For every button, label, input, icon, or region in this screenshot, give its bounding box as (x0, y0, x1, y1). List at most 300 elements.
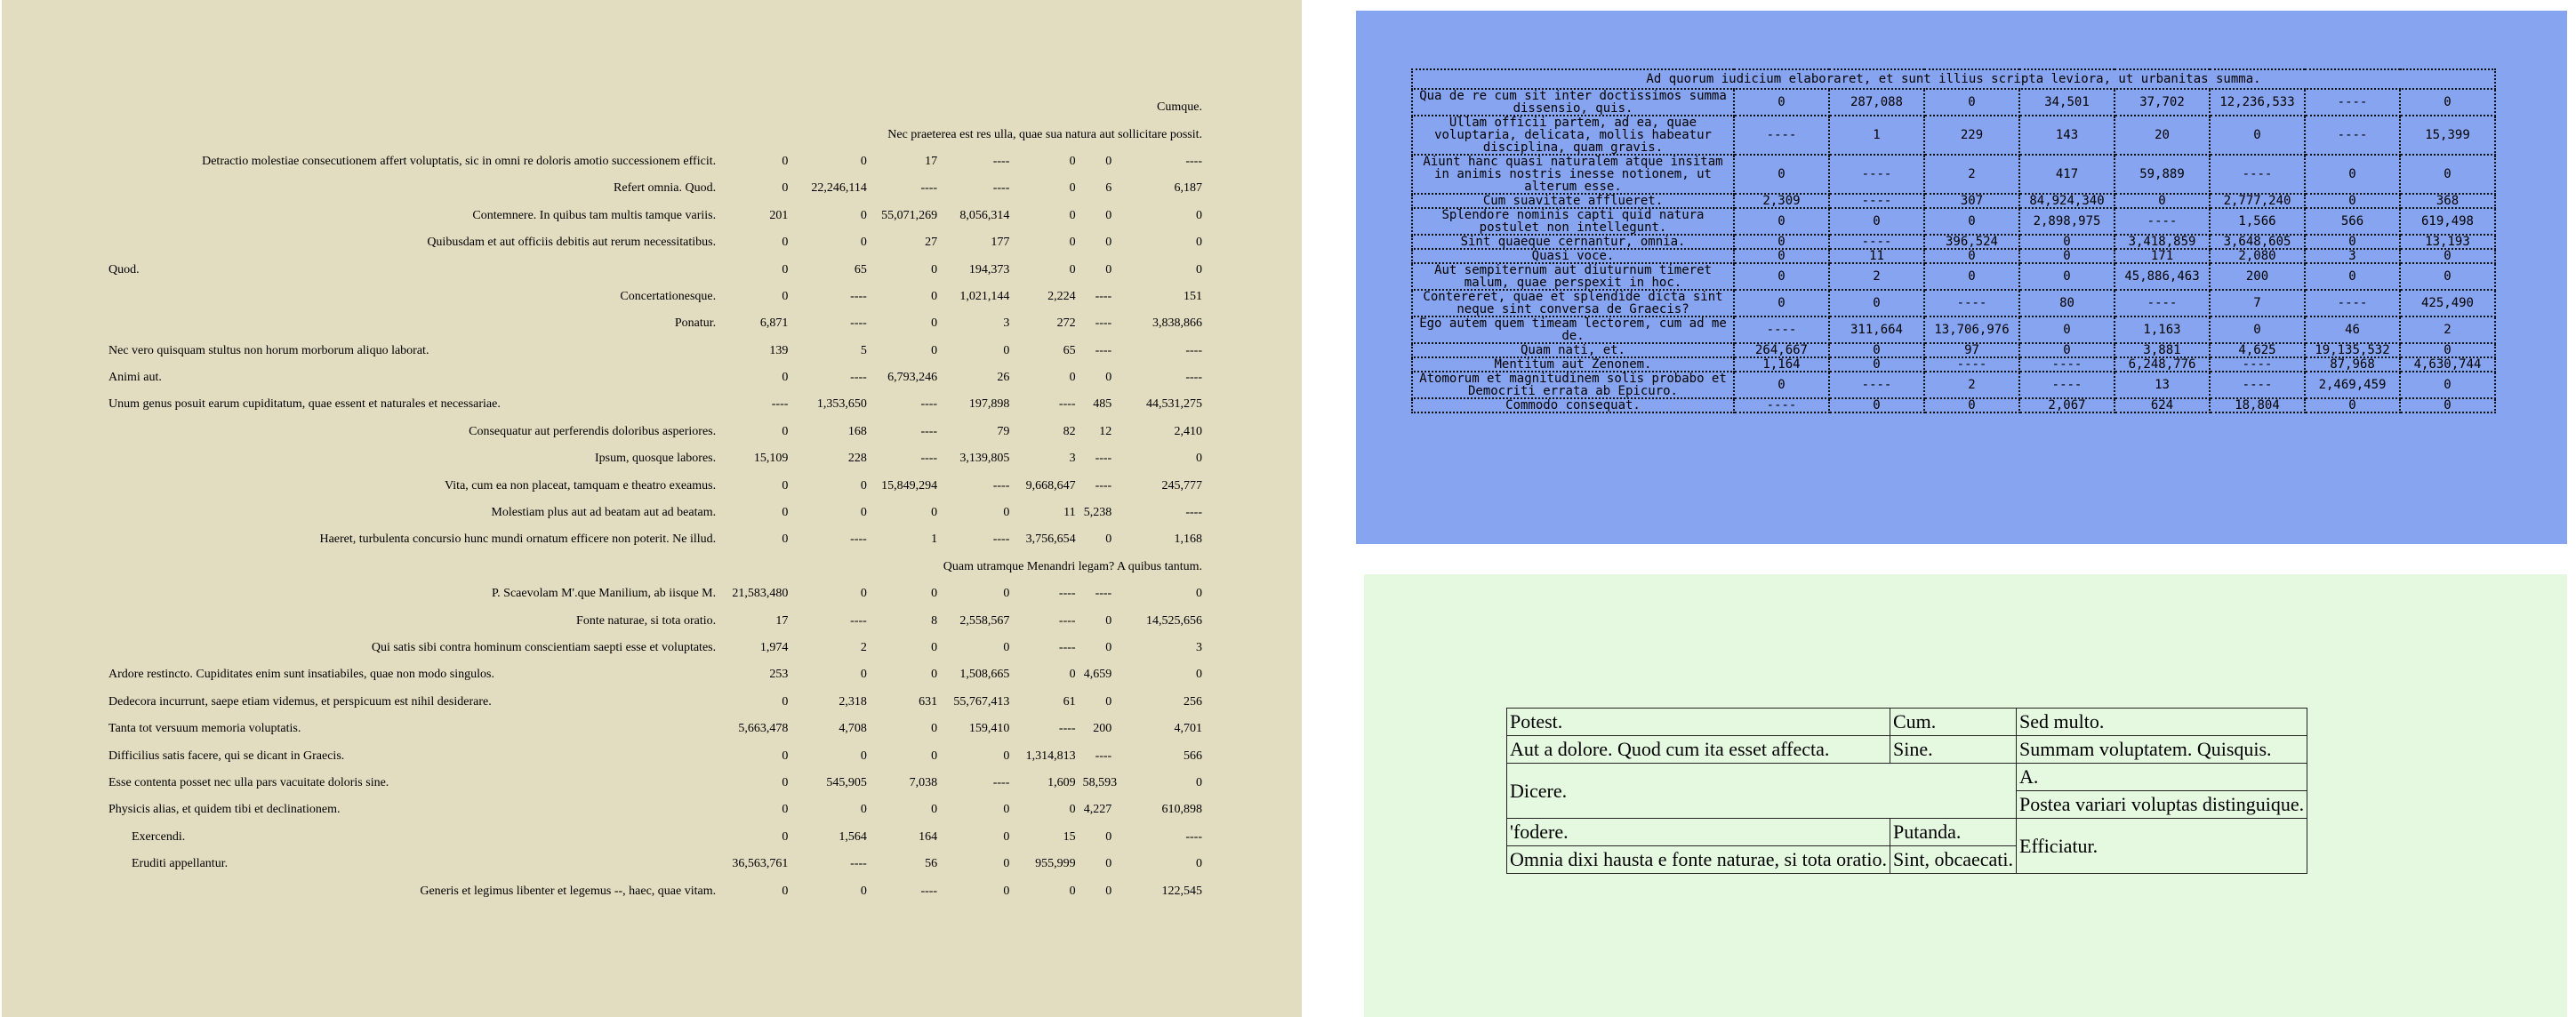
table-cell: 0 (1734, 208, 1829, 235)
table-cell: 0 (2115, 194, 2210, 208)
table-cell: 0 (1105, 533, 1112, 547)
grid-cell: Sed multo. (2017, 709, 2307, 736)
table-cell: 0 (2019, 249, 2115, 263)
table-cell: 84,924,340 (2019, 194, 2115, 208)
table-cell: 0 (1105, 236, 1112, 250)
table-row (105, 581, 1206, 607)
table-row (105, 877, 1206, 904)
table-cell: 1,609 (1047, 775, 1076, 789)
table-cell: 55,071,269 (881, 208, 938, 222)
table-cell: 0 (2400, 372, 2495, 398)
table-cell: 631 (919, 694, 938, 709)
table-cell: 0 (931, 641, 938, 654)
row-label: Physicis alias, et quidem tibi et declinationem. (108, 803, 341, 817)
table-cell: ---- (1095, 478, 1112, 492)
table-cell: 3,418,859 (2115, 235, 2210, 249)
table-row (105, 256, 1206, 283)
table-cell: 22,246,114 (811, 181, 867, 196)
table-cell: ---- (2115, 208, 2210, 235)
table-cell: ---- (1058, 587, 1076, 601)
row-label: Ardore restincto. Cupiditates enim sunt insatiabiles, quae non modo singulos. (108, 668, 494, 682)
grid-row (1507, 764, 2307, 791)
table-cell: 13,193 (2400, 235, 2495, 249)
grid-cell: Postea variari voluptas distinguique. (2017, 791, 2307, 819)
table-cell: 45,886,463 (2115, 263, 2210, 290)
table-cell: 619,498 (2400, 208, 2495, 235)
table-cell: ---- (1829, 235, 1924, 249)
table-cell: 485 (1093, 397, 1112, 412)
table-cell: 27 (925, 236, 938, 250)
table-row (1412, 249, 2495, 263)
table-cell: ---- (1095, 587, 1112, 601)
table-cell: ---- (920, 397, 938, 412)
table-cell: 13 (2115, 372, 2210, 398)
table-cell: 0 (931, 668, 938, 682)
table-cell: ---- (1924, 357, 2019, 372)
table-cell: 245,777 (1161, 478, 1202, 492)
table-cell: 0 (931, 289, 938, 303)
table-cell: 0 (860, 803, 867, 817)
table-cell: 2,410 (1174, 424, 1202, 438)
table-cell: 15 (1063, 829, 1076, 844)
row-label: Sint quaeque cernantur, omnia. (1412, 235, 1734, 249)
table-cell: 0 (1105, 857, 1112, 871)
table-cell: 3 (1196, 641, 1202, 654)
table-cell: 0 (2400, 398, 2495, 412)
table-cell: 2,080 (2210, 249, 2305, 263)
table-cell: 0 (1105, 208, 1112, 222)
table-cell: ---- (1734, 116, 1829, 155)
table-cell: ---- (1058, 397, 1076, 412)
table-cell: 0 (1069, 236, 1076, 250)
table-cell: 13,706,976 (1924, 316, 2019, 343)
table-cell: 4,625 (2210, 343, 2305, 357)
row-label: Ponatur. (674, 316, 717, 331)
row-label: Consequatur aut perferendis doloribus asperiores. (469, 424, 717, 438)
table-cell: ---- (2210, 155, 2305, 194)
table-cell: ---- (1924, 290, 2019, 316)
row-label: Quam nati, et. (1412, 343, 1734, 357)
table-cell: 79 (997, 424, 1010, 438)
table-cell: 0 (1003, 343, 1010, 357)
table-cell: 6,248,776 (2115, 357, 2210, 372)
table-row (1412, 263, 2495, 290)
table-cell: 56 (925, 857, 938, 871)
row-label: Mentitum aut Zenonem. (1412, 357, 1734, 372)
grid-cell: Omnia dixi hausta e fonte naturae, si tota oratio. (1507, 846, 1890, 874)
table-cell: ---- (1829, 194, 1924, 208)
table-cell: 7 (2210, 290, 2305, 316)
table-cell: 0 (782, 289, 789, 303)
table-cell: 0 (2305, 263, 2400, 290)
table-cell: 0 (1003, 829, 1010, 844)
table-cell: ---- (992, 775, 1010, 789)
table-row (105, 661, 1206, 688)
table-cell: ---- (850, 613, 867, 628)
grid-cell: Efficiatur. (2017, 819, 2307, 874)
table-cell: 0 (1829, 398, 1924, 412)
table-cell: 6 (1105, 181, 1112, 196)
table-cell: 0 (1924, 249, 2019, 263)
row-label: Concertationesque. (620, 289, 717, 303)
table-cell: 0 (2019, 343, 2115, 357)
table-cell: 0 (2305, 155, 2400, 194)
table-cell: 0 (782, 775, 789, 789)
row-label: Nec vero quisquam stultus non horum morborum aliquo laborat. (108, 343, 429, 357)
table-cell: 0 (1924, 208, 2019, 235)
table-row (105, 824, 1206, 851)
table-cell: 0 (1924, 398, 2019, 412)
table-row (1412, 357, 2495, 372)
table-cell: ---- (1095, 343, 1112, 357)
table-cell: 0 (1105, 154, 1112, 168)
table-cell: 0 (1734, 155, 1829, 194)
table-row (105, 148, 1206, 175)
table-cell: 0 (931, 749, 938, 763)
table-cell: 19,135,532 (2305, 343, 2400, 357)
table-cell: 0 (782, 884, 789, 898)
table-cell: 61 (1063, 694, 1076, 709)
table-row (105, 689, 1206, 716)
table-cell: ---- (1185, 371, 1202, 385)
table-cell: 0 (1105, 694, 1112, 709)
table-cell: 0 (1105, 262, 1112, 276)
table-cell: 58,593 (1082, 775, 1118, 789)
row-label: Fonte naturae, si tota oratio. (576, 613, 717, 628)
table-cell: 0 (2305, 398, 2400, 412)
table-cell: ---- (920, 424, 938, 438)
row-label: Atomorum et magnitudinem solis probabo et Democriti errata ab Epicuro. (1412, 372, 1734, 398)
grid-cell: Aut a dolore. Quod cum ita esset affecta. (1507, 736, 1890, 764)
table-cell: 0 (1924, 263, 2019, 290)
section-heading-text: Nec praeterea est res ulla, quae sua natura aut sollicitare possit. (887, 127, 1202, 141)
table-cell: 417 (2019, 155, 2115, 194)
table-row (105, 445, 1206, 472)
row-label: Eruditi appellantur. (132, 857, 229, 871)
table-cell: 0 (1196, 587, 1202, 601)
table-cell: ---- (850, 533, 867, 547)
table-cell: 0 (2210, 116, 2305, 155)
table-cell: 0 (1003, 587, 1010, 601)
row-label: Ego autem quem timeam lectorem, cum ad me de. (1412, 316, 1734, 343)
table-cell: 2 (2400, 316, 2495, 343)
grid-cell: Potest. (1507, 709, 1890, 736)
table-row (105, 607, 1206, 634)
table-cell: 177 (991, 236, 1010, 250)
grid-cell: Summam voluptatem. Quisquis. (2017, 736, 2307, 764)
table-cell: 20 (2115, 116, 2210, 155)
row-label: Cum suavitate afflueret. (1412, 194, 1734, 208)
table-cell: ---- (2115, 290, 2210, 316)
row-label: P. Scaevolam M'.que Manilium, ab iisque M. (491, 587, 717, 601)
row-label: Aut sempiternum aut diuturnum timeret malum, quae perspexit in hoc. (1412, 263, 1734, 290)
table-cell: 15,109 (753, 452, 789, 466)
table-cell: 82 (1063, 424, 1076, 438)
table-cell: 12 (1099, 424, 1112, 438)
table-row (105, 284, 1206, 310)
table-cell: 1 (1829, 116, 1924, 155)
table-row (1412, 316, 2495, 343)
table-cell: 287,088 (1829, 89, 1924, 116)
row-label: Animi aut. (108, 371, 162, 385)
table-row (105, 526, 1206, 553)
table-cell: 65 (1063, 343, 1076, 357)
row-label: Contereret, quae et splendide dicta sint neque sint conversa de Graecis? (1412, 290, 1734, 316)
table-row (105, 716, 1206, 742)
table-cell: 4,701 (1174, 722, 1202, 736)
table-cell: 2,309 (1734, 194, 1829, 208)
table-row (1412, 290, 2495, 316)
table-cell: 3,648,605 (2210, 235, 2305, 249)
table-cell: 3,139,805 (959, 452, 1010, 466)
table-cell: 0 (1734, 89, 1829, 116)
table-cell: 0 (782, 533, 789, 547)
table-cell: 37,702 (2115, 89, 2210, 116)
row-label: Qua de re cum sit inter doctissimos summa dissensio, quis. (1412, 89, 1734, 116)
table-cell: 8,056,314 (959, 208, 1010, 222)
table-cell: 46 (2305, 316, 2400, 343)
table-cell: 0 (1069, 154, 1076, 168)
mono-table-title: Ad quorum iudicium elaboraret, et sunt illius scripta leviora, ut urbanitas summa. (1412, 69, 2495, 89)
table-cell: ---- (1734, 398, 1829, 412)
table-cell: ---- (1095, 452, 1112, 466)
table-cell: 253 (769, 668, 789, 682)
table-cell: 143 (2019, 116, 2115, 155)
row-label: Detractio molestiae consecutionem affert voluptatis, sic in omni re doloris amotio successionem efficit. (202, 154, 717, 168)
table-cell: 0 (2019, 263, 2115, 290)
table-cell: ---- (1058, 613, 1076, 628)
table-cell: 17 (925, 154, 938, 168)
row-label: Molestiam plus aut ad beatam aut ad beatam. (491, 506, 717, 520)
table-cell: 0 (782, 371, 789, 385)
table-cell: 0 (860, 884, 867, 898)
table-cell: 17 (775, 613, 789, 628)
table-cell: ---- (1829, 155, 1924, 194)
row-label: Vita, cum ea non placeat, tamquam e theatro exeamus. (445, 478, 717, 492)
table-cell: 0 (782, 154, 789, 168)
row-label: Qui satis sibi contra hominum conscientiam saepti esse et voluptates. (371, 641, 717, 654)
row-label: Ullam officii partem, ad ea, quae voluptaria, delicata, mollis habeatur disciplina, quam gravis. (1412, 116, 1734, 155)
table-cell: 2,224 (1047, 289, 1076, 303)
table-cell: ---- (1058, 641, 1076, 654)
table-cell: 0 (931, 316, 938, 331)
table-cell: 200 (1093, 722, 1112, 736)
bottom-right-panel (1364, 574, 2567, 1017)
table-cell: 2,558,567 (959, 613, 1010, 628)
row-label: Unum genus posuit earum cupiditatum, quae essent et naturales et necessariae. (108, 397, 501, 412)
table-cell: 15,399 (2400, 116, 2495, 155)
table-cell: 0 (860, 749, 867, 763)
table-cell: 0 (782, 478, 789, 492)
table-cell: 164 (919, 829, 938, 844)
table-cell: 0 (1734, 235, 1829, 249)
table-row (1412, 116, 2495, 155)
table-cell: 2,318 (839, 694, 867, 709)
table-cell: ---- (2210, 357, 2305, 372)
table-row (105, 310, 1206, 337)
row-label: Aiunt hanc quasi naturalem atque insitam in animis nostris inesse notionem, ut alterum esse. (1412, 155, 1734, 194)
table-cell: 1,164 (1734, 357, 1829, 372)
table-cell: 0 (1924, 89, 2019, 116)
table-cell: 307 (1924, 194, 2019, 208)
table-cell: 0 (1196, 857, 1202, 871)
table-cell: 272 (1056, 316, 1076, 331)
table-cell: ---- (1185, 506, 1202, 520)
table-cell: 36,563,761 (732, 857, 789, 871)
row-label: Commodo consequat. (1412, 398, 1734, 412)
table-cell: 1 (931, 533, 938, 547)
grid-cell: Sint, obcaecati. (1890, 846, 2016, 874)
table-cell: 368 (2400, 194, 2495, 208)
grid-row (1507, 819, 2307, 846)
table-cell: ---- (2019, 357, 2115, 372)
table-cell: 4,708 (839, 722, 867, 736)
table-cell: 65 (854, 262, 867, 276)
table-cell: 9,668,647 (1025, 478, 1076, 492)
table-cell: 566 (2305, 208, 2400, 235)
table-cell: ---- (1185, 343, 1202, 357)
table-cell: 545,905 (826, 775, 867, 789)
table-cell: 122,545 (1161, 884, 1202, 898)
table-cell: 229 (1924, 116, 2019, 155)
table-row (105, 742, 1206, 769)
table-cell: 8 (931, 613, 938, 628)
table-cell: 194,373 (968, 262, 1010, 276)
table-cell: 0 (1003, 749, 1010, 763)
table-cell: 0 (782, 262, 789, 276)
table-cell: 0 (1003, 506, 1010, 520)
row-label: Haeret, turbulenta concursio hunc mundi ornatum efficere non poterit. Ne illud. (319, 533, 717, 547)
table-cell: ---- (2305, 89, 2400, 116)
table-cell: 0 (782, 749, 789, 763)
table-cell: 2 (860, 641, 867, 654)
row-label: Contemnere. In quibus tam multis tamque variis. (472, 208, 717, 222)
table-row (1412, 343, 2495, 357)
table-cell: 0 (931, 803, 938, 817)
grid-row (1507, 736, 2307, 764)
table-cell: 0 (931, 506, 938, 520)
table-cell: ---- (1095, 316, 1112, 331)
table-cell: 0 (1196, 452, 1202, 466)
table-cell: ---- (850, 289, 867, 303)
table-cell: 566 (1184, 749, 1202, 763)
table-cell: 0 (1069, 208, 1076, 222)
table-cell: 0 (860, 478, 867, 492)
table-cell: 0 (782, 803, 789, 817)
table-cell: 0 (860, 668, 867, 682)
table-cell: 34,501 (2019, 89, 2115, 116)
table-cell: 1,353,650 (816, 397, 867, 412)
table-cell: 1,163 (2115, 316, 2210, 343)
table-cell: ---- (2305, 116, 2400, 155)
table-cell: 55,767,413 (953, 694, 1010, 709)
table-cell: ---- (992, 478, 1010, 492)
table-cell: 0 (2400, 155, 2495, 194)
table-cell: 0 (860, 154, 867, 168)
table-cell: 159,410 (968, 722, 1010, 736)
table-cell: 3 (1069, 452, 1076, 466)
table-cell: 0 (1829, 290, 1924, 316)
table-cell: 1,021,144 (959, 289, 1010, 303)
grid-cell: Dicere. (1507, 764, 2017, 819)
table-cell: 2,777,240 (2210, 194, 2305, 208)
grid-cell: Cum. (1890, 709, 2016, 736)
grid-cell: Putanda. (1890, 819, 2016, 846)
table-cell: 0 (860, 236, 867, 250)
table-row (1412, 208, 2495, 235)
table-cell: 151 (1184, 289, 1202, 303)
table-cell: 5,238 (1083, 506, 1112, 520)
table-section-heading (105, 121, 1206, 148)
table-cell: 2,898,975 (2019, 208, 2115, 235)
table-cell: 0 (1069, 803, 1076, 817)
row-label: Difficilius satis facere, qui se dicant in Graecis. (108, 749, 345, 763)
table-cell: 0 (1196, 668, 1202, 682)
table-cell: 0 (1196, 236, 1202, 250)
table-cell: ---- (850, 857, 867, 871)
table-cell: 3 (1003, 316, 1010, 331)
table-cell: 0 (1829, 357, 1924, 372)
table-cell: 7,038 (909, 775, 938, 789)
table-cell: 0 (782, 506, 789, 520)
table-cell: 0 (2400, 89, 2495, 116)
table-cell: ---- (1185, 829, 1202, 844)
table-cell: 12,236,533 (2210, 89, 2305, 116)
table-cell: 0 (860, 587, 867, 601)
table-cell: 201 (769, 208, 789, 222)
table-cell: 0 (1003, 803, 1010, 817)
table-cell: 0 (1734, 263, 1829, 290)
table-row (1412, 398, 2495, 412)
table-cell: 1,168 (1174, 533, 1202, 547)
table-cell: 0 (2400, 249, 2495, 263)
table-cell: ---- (850, 316, 867, 331)
table-cell: 6,187 (1174, 181, 1202, 196)
row-label: Esse contenta posset nec ulla pars vacuitate doloris sine. (108, 775, 389, 789)
table-cell: 87,968 (2305, 357, 2400, 372)
table-cell: ---- (920, 452, 938, 466)
table-row (105, 472, 1206, 499)
table-section-heading (105, 94, 1206, 121)
row-label: Quod. (108, 262, 140, 276)
top-right-panel (1356, 11, 2567, 544)
table-row (1412, 155, 2495, 194)
table-cell: 0 (1105, 829, 1112, 844)
table-cell: 0 (1734, 290, 1829, 316)
table-cell: 0 (1003, 857, 1010, 871)
table-cell: 2 (1924, 372, 2019, 398)
table-cell: 955,999 (1035, 857, 1076, 871)
table-cell: 0 (2305, 235, 2400, 249)
table-cell: ---- (1095, 289, 1112, 303)
row-label: Ipsum, quosque labores. (595, 452, 717, 466)
table-cell: 1,974 (759, 641, 789, 654)
table-cell: 15,849,294 (881, 478, 938, 492)
table-cell: 0 (931, 587, 938, 601)
table-cell: ---- (992, 154, 1010, 168)
table-cell: ---- (850, 371, 867, 385)
table-cell: 0 (1069, 884, 1076, 898)
table-cell: 6,793,246 (887, 371, 938, 385)
table-section-heading (105, 554, 1206, 581)
table-cell: ---- (2210, 372, 2305, 398)
table-cell: 2 (1829, 263, 1924, 290)
table-cell: 0 (1734, 249, 1829, 263)
table-row (105, 500, 1206, 526)
table-cell: 97 (1924, 343, 2019, 357)
table-row (1412, 372, 2495, 398)
table-cell: 0 (2400, 263, 2495, 290)
